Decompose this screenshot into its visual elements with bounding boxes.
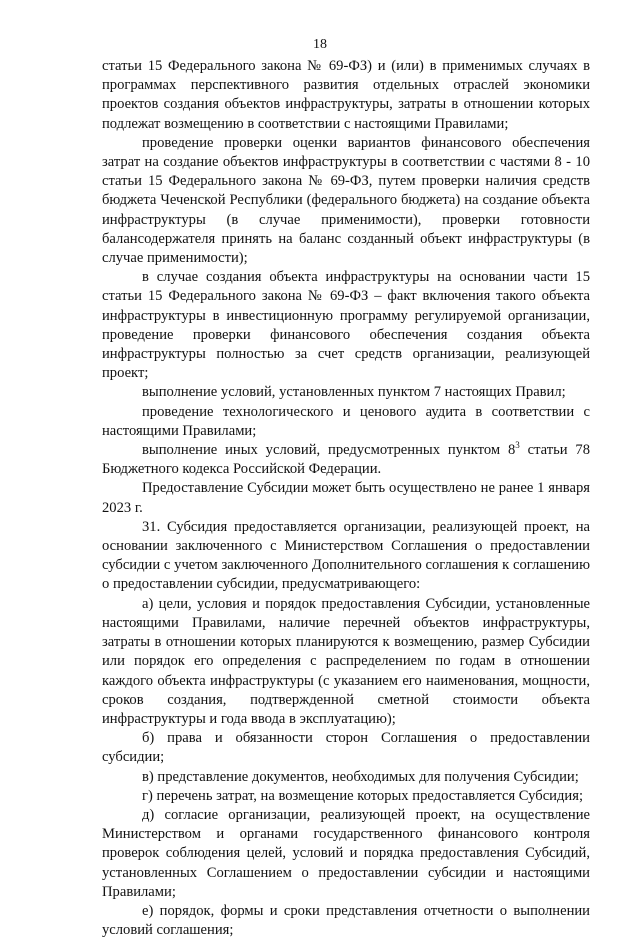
paragraph-conditions-clause-7: выполнение условий, установленных пунктом 7 настоящих Правил; — [142, 384, 566, 401]
list-item-a: а) цели, условия и порядок предоставления Субсидии, установленные настоящими Правилами, наличие перечней объектов инфраструктуры, затраты в отношении которых планируются к возмещению, размер Субсидии или порядок его определения с распределением по годам в отношении каждого объекта инфраструктуры (с указанием его наименования, мощности, сроков создания, подтвержденной сметной стоимости объекта инфраструктуры и года ввода в эксплуатацию); — [102, 595, 590, 727]
paragraph-section-31: 31. Субсидия предоставляется организации, реализующей проект, на основании заключенного с Министерством Соглашения о предоставлении субсидии с учетом заключенного Дополнительного соглашения к соглашению о предоставлении субсидии, предусматривающего: — [102, 518, 590, 593]
paragraph-other-conditions-before: выполнение иных условий, предусмотренных пунктом 8 — [142, 442, 516, 459]
paragraph-subsidy-date: Предоставление Субсидии может быть осуществлено не ранее 1 января 2023 г. — [102, 480, 590, 516]
document-body — [102, 57, 590, 940]
paragraph-other-conditions — [102, 441, 590, 479]
list-item-g: г) перечень затрат, на возмещение которых предоставляется Субсидия; — [142, 787, 583, 804]
superscript-index: 3 — [515, 440, 520, 451]
list-item-d: д) согласие организации, реализующей проект, на осуществление Министерством и органами государственного финансового контроля проверок соблюдения целей, условий и порядка предоставления Субсидий, установленных Соглашением о предоставлении субсидии и настоящими Правилами; — [102, 806, 590, 900]
list-item-b: б) права и обязанности сторон Соглашения о предоставлении субсидии; — [102, 730, 590, 766]
paragraph-funding-check: проведение проверки оценки вариантов финансового обеспечения затрат на создание объектов инфраструктуры в соответствии с частями 8 - 10 статьи 15 Федерального закона № 69-ФЗ, путем проверки наличия средств бюджета Чеченской Республики (федерального бюджета) на создание объекта инфраструктуры (в случае применимости), проверки готовности балансодержателя принять на баланс созданный объект инфраструктуры (в случае применимости); — [102, 134, 590, 267]
list-item-e: е) порядок, формы и сроки представления отчетности о выполнении условий соглашения; — [102, 902, 590, 939]
paragraph-continuation: статьи 15 Федерального закона № 69-ФЗ) и (или) в применимых случаях в программах перспективного развития отдельных отраслей экономики проектов создания объектов инфраструктуры, затраты в отношении которых подлежат возмещению в соответствии с настоящими Правилами; — [102, 58, 590, 132]
paragraph-other-conditions-after: статьи 78 Бюджетного кодекса Российской Федерации. — [102, 442, 590, 478]
page-number: 18 — [313, 37, 327, 52]
list-item-v: в) представление документов, необходимых для получения Субсидии; — [142, 768, 579, 785]
paragraph-technology-audit: проведение технологического и ценового аудита в соответствии с настоящими Правилами; — [102, 403, 590, 439]
paragraph-infrastructure-case: в случае создания объекта инфраструктуры на основании части 15 статьи 15 Федерального закона № 69-ФЗ – факт включения такого объекта инфраструктуры в инвестиционную программу регулируемой организации, проведение проверки финансового обеспечения создания объекта инфраструктуры полностью за счет средств организации, реализующей проект; — [102, 269, 590, 382]
